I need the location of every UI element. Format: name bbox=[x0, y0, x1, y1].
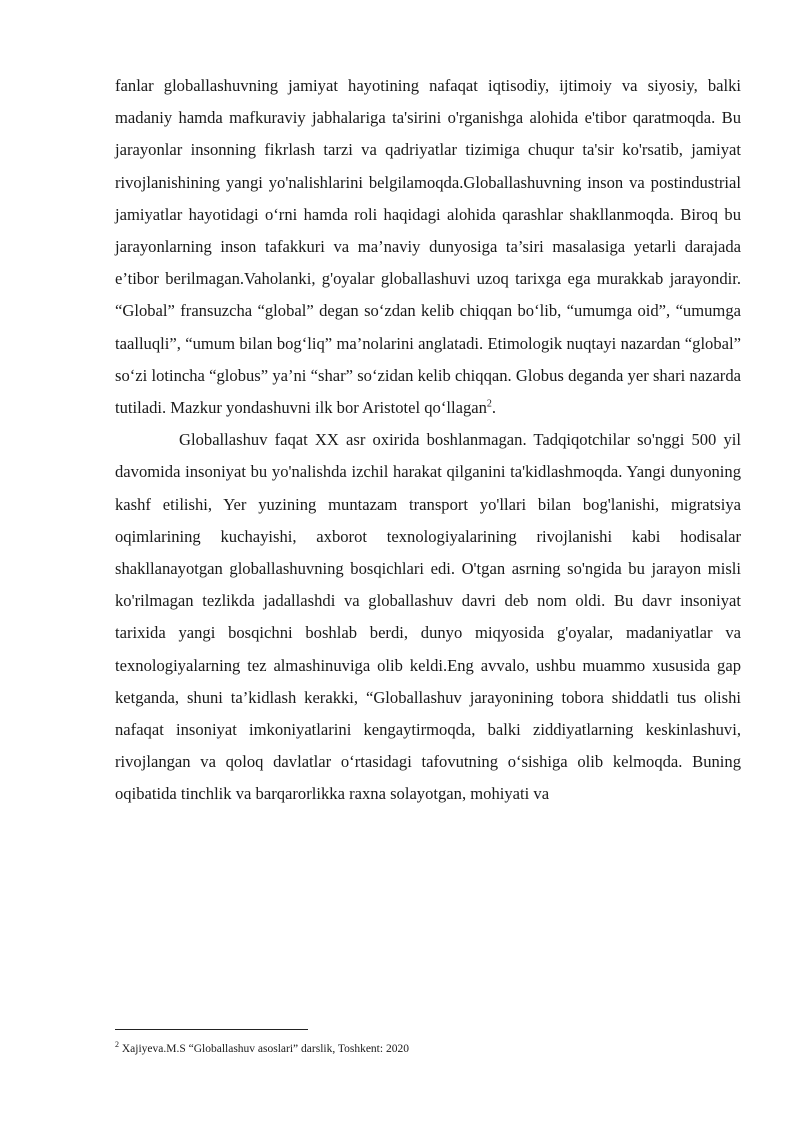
footnote-text: Xajiyeva.M.S “Globallashuv asoslari” darslik, Toshkent: 2020 bbox=[119, 1043, 409, 1055]
paragraph-text: fanlar globallashuvning jamiyat hayotining nafaqat iqtisodiy, ijtimoiy va siyosiy, balki madaniy hamda mafkuraviy jabhalariga ta'sirini o'rganishga alohida e'tibor qaratmoqda. Bu jarayonlar insonning fikrlash tarzi va qadriyatlar tizimiga chuqur ta'sir ko'rsatib, jamiyat rivojlanishining yangi yo'nalishlarini belgilamoqda.Globallashuvning inson va postindustrial jamiyatlar hayotidagi o‘rni hamda roli haqidagi alohida qarashlar shakllanmoqda. Biroq bu jarayonlarning inson tafakkuri va ma’naviy dunyosiga ta’siri masalasiga yetarli darajada e’tibor berilmagan.Vaholanki, g'oyalar globallashuvi uzoq tarixga ega murakkab jarayondir. “Global” fransuzcha “global” degan so‘zdan kelib chiqqan bo‘lib, “umumga oid”, “umumga taalluqli”, “umum bilan bog‘liq” ma’nolarini anglatadi. Etimologik nuqtayi nazardan “global” so‘zi lotincha “globus” ya’ni “shar” so‘zidan kelib chiqqan. Globus deganda yer shari nazarda tutiladi. Mazkur yondashuvni ilk bor Aristotel qo‘llagan bbox=[115, 76, 741, 418]
footnote bbox=[115, 1041, 741, 1057]
paragraph-end-punct: . bbox=[491, 398, 497, 418]
paragraph-globalization-definition bbox=[115, 70, 741, 424]
footnote-divider bbox=[115, 1029, 308, 1030]
paragraph-globalization-history: Globallashuv faqat XX asr oxirida boshlanmagan. Tadqiqotchilar so'nggi 500 yil davomida insoniyat bu yo'nalishda izchil harakat qilganini ta'kidlashmoqda. Yangi dunyoning kashf etilishi, Yer yuzining muntazam transport yo'llari bilan bog'lanishi, migratsiya oqimlarining kuchayishi, axborot texnologiyalarining rivojlanishi kabi hodisalar shakllanayotgan globallashuvning bosqichlari edi. O'tgan asrning so'ngida bu jarayon misli ko'rilmagan tezlikda jadallashdi va globallashuv davri deb nom oldi. Bu davr insoniyat tarixida yangi bosqichni boshlab berdi, dunyo miqyosida g'oyalar, madaniyatlar va texnologiyalarning tez almashinuviga olib keldi.Eng avvalo, ushbu muammo xususida gap ketganda, shuni ta’kidlash kerakki, “Globallashuv jarayonining tobora shiddatli tus olishi nafaqat insoniyat imkoniyatlarini kengaytirmoqda, balki ziddiyatlarning keskinlashuvi, rivojlangan va qoloq davlatlar o‘rtasidagi tafovutning o‘sishiga olib kelmoqda. Buning oqibatida tinchlik va barqarorlikka raxna solayotgan, mohiyati va bbox=[115, 430, 741, 804]
page-body bbox=[115, 70, 741, 811]
footnote-reference[interactable]: 2 bbox=[486, 398, 492, 410]
footnote-mark: 2 bbox=[115, 1040, 119, 1050]
